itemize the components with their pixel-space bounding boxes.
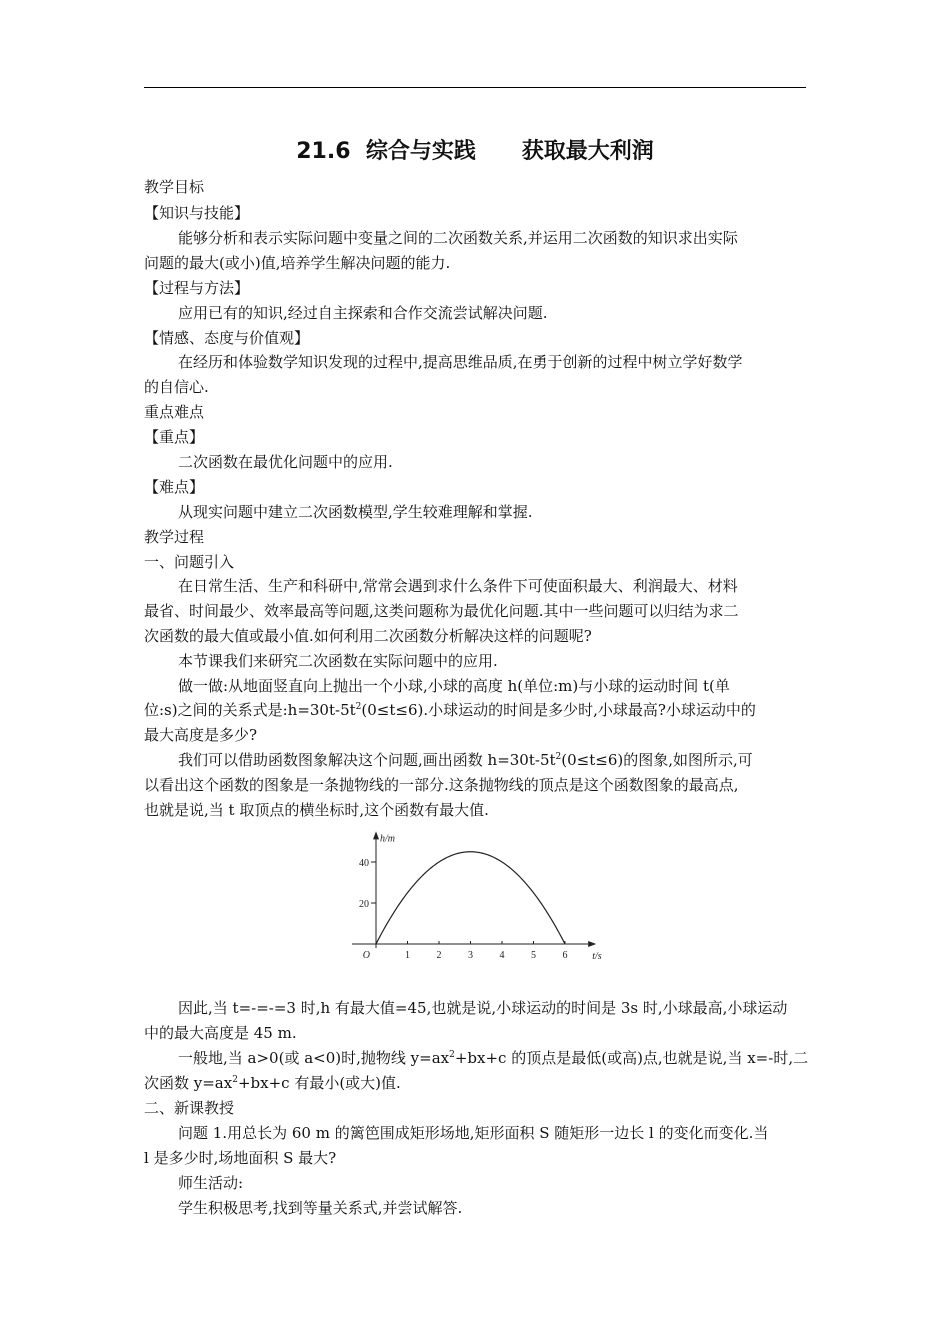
paragraph-line: 最大高度是多少? <box>144 726 258 744</box>
paragraph-line: 师生活动: <box>178 1174 244 1192</box>
paragraph-line: 以看出这个函数的图象是一条抛物线的一部分.这条抛物线的顶点是这个函数图象的最高点, <box>144 776 739 794</box>
x-axis-label: t/s <box>592 951 602 962</box>
y-tick-label: 40 <box>359 858 369 869</box>
paragraph-line: 次函数的最大值或最小值.如何利用二次函数分析解决这样的问题呢? <box>144 627 592 645</box>
section-heading-new-lesson: 二、新课教授 <box>144 1099 235 1117</box>
header-rule <box>144 87 806 88</box>
paragraph-line: 本节课我们来研究二次函数在实际问题中的应用. <box>178 652 498 670</box>
paragraph-line: 次函数 $y=ax^2+bx+c$ 有最小(或大)值. <box>144 1074 401 1092</box>
paragraph-line: 的自信心. <box>144 378 209 396</box>
x-tick-label: 6 <box>562 950 568 961</box>
paragraph-line: 学生积极思考,找到等量关系式,并尝试解答. <box>178 1199 463 1217</box>
subheading-focus: 【重点】 <box>144 428 205 446</box>
page-title: 21.6 综合与实践 获取最大利润 <box>296 139 654 164</box>
x-tick-label: 1 <box>405 950 410 961</box>
paragraph-line: 在经历和体验数学知识发现的过程中,提高思维品质,在勇于创新的过程中树立学好数学 <box>178 353 743 371</box>
x-tick-label: 2 <box>436 950 442 961</box>
paragraph-line: 因此,当 t=-=-=3 时,h 有最大值=45,也就是说,小球运动的时间是 3s 时,小球最高,小球运动 <box>178 999 788 1017</box>
paragraph-line: 问题的最大(或小)值,培养学生解决问题的能力. <box>144 254 451 272</box>
x-axis-arrow <box>588 941 596 947</box>
parabola-chart <box>340 822 610 970</box>
section-heading-process: 教学过程 <box>144 528 205 546</box>
paragraph-line: 最省、时间最少、效率最高等问题,这类问题称为最优化问题.其中一些问题可以归结为求二 <box>144 602 739 620</box>
paragraph-line: 在日常生活、生产和科研中,常常会遇到求什么条件下可使面积最大、利润最大、材料 <box>178 577 738 595</box>
x-tick-label: 3 <box>468 950 473 961</box>
subheading-knowledge: 【知识与技能】 <box>144 204 250 222</box>
paragraph-line: 应用已有的知识,经过自主探索和合作交流尝试解决问题. <box>178 304 548 322</box>
paragraph-line: 问题 1.用总长为 60 m 的篱笆围成矩形场地,矩形面积 S 随矩形一边长 l 的变化而变化.当 <box>178 1124 769 1142</box>
subheading-difficulty: 【难点】 <box>144 478 205 496</box>
paragraph-line: 能够分析和表示实际问题中变量之间的二次函数关系,并运用二次函数的知识求出实际 <box>178 229 738 247</box>
paragraph-line: 做一做:从地面竖直向上抛出一个小球,小球的高度 h(单位:m)与小球的运动时间 t(单 <box>178 677 730 695</box>
paragraph-line: 一般地,当 a>0(或 a<0)时,抛物线 $y=ax^2+bx+c$ 的顶点是最低(或高)点,也就是说,当 x=-时,二 <box>178 1049 809 1067</box>
x-tick-label: 5 <box>531 950 536 961</box>
subheading-introduction: 一、问题引入 <box>144 553 235 571</box>
paragraph-line: 从现实问题中建立二次函数模型,学生较难理解和掌握. <box>178 503 533 521</box>
subheading-attitude: 【情感、态度与价值观】 <box>144 329 310 347</box>
x-tick-label: 4 <box>499 950 505 961</box>
subheading-process: 【过程与方法】 <box>144 279 250 297</box>
section-heading-objectives: 教学目标 <box>144 178 205 196</box>
parabola-curve <box>376 852 565 944</box>
paragraph-line: l 是多少时,场地面积 S 最大? <box>144 1149 337 1167</box>
paragraph-line: 中的最大高度是 45 m. <box>144 1024 297 1042</box>
paragraph-line: 也就是说,当 t 取顶点的横坐标时,这个函数有最大值. <box>144 801 489 819</box>
y-axis-label: h/m <box>380 833 395 845</box>
section-heading-key-points: 重点难点 <box>144 403 205 421</box>
paragraph-line: 我们可以借助函数图象解决这个问题,画出函数 $h=30t-5t^2(0\le t\le 6)$的图象,如图所示,可 <box>178 751 753 769</box>
origin-label: O <box>362 950 370 961</box>
y-tick-label: 20 <box>359 899 369 910</box>
paragraph-line: 位:s)之间的关系式是$:h=30t-5t^2(0\le t\le 6)$.小球运动的时间是多少时,小球最高?小球运动中的 <box>144 701 756 719</box>
y-axis-arrow <box>373 831 379 839</box>
paragraph-line: 二次函数在最优化问题中的应用. <box>178 453 393 471</box>
